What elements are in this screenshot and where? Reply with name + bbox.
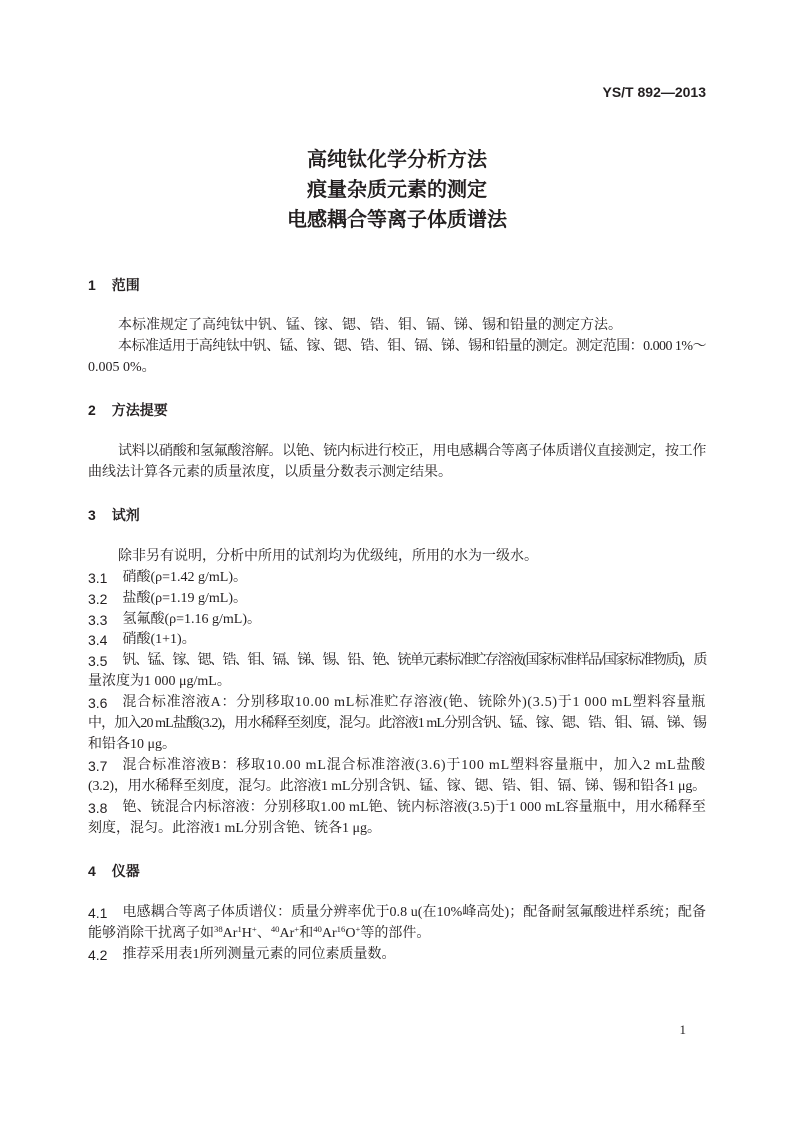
section-heading — [88, 275, 706, 296]
clause-line — [88, 777, 706, 798]
superscript-mass-number: 40 — [313, 923, 322, 934]
title-line: 高纯钛化学分析方法 — [307, 149, 487, 171]
title-line: 电感耦合等离子体质谱法 — [287, 209, 507, 231]
clause-3-4 — [88, 630, 706, 651]
clause-line — [88, 756, 706, 777]
paragraph-text: 0.005 0%。 — [88, 360, 156, 376]
section-apparatus — [88, 861, 706, 966]
clause-line — [88, 651, 706, 672]
section-heading — [88, 400, 706, 421]
clause-text: 硝酸(1+1)。 — [122, 632, 196, 648]
superscript-mass-number: 40 — [270, 923, 280, 934]
clause-line — [88, 903, 706, 924]
clause-line — [88, 924, 706, 945]
title-line: 痕量杂质元素的测定 — [307, 179, 487, 201]
clause-text: 刻度，混匀。此溶液1 mL分别含铯、铳各1 μg。 — [88, 820, 381, 836]
clause-line — [88, 714, 706, 735]
clause-line — [88, 589, 706, 610]
clause-3-1 — [88, 568, 706, 589]
clause-line — [88, 610, 706, 631]
paragraph-line — [88, 316, 706, 337]
paragraph-text: 曲线法计算各元素的质量浓度，以质量分数表示测定结果。 — [88, 464, 452, 480]
clause-number: 3.3 — [88, 611, 108, 628]
clause-number: 3.5 — [88, 653, 108, 670]
section-heading — [88, 505, 706, 526]
paragraph-text: 本标准规定了高纯钛中钒、锰、镓、锶、锆、钼、镉、锑、锡和铅量的测定方法。 — [118, 318, 622, 334]
clause-text: 硝酸(ρ=1.42 g/mL)。 — [122, 569, 248, 585]
section-title: 试剂 — [111, 506, 140, 523]
clause-number: 3.8 — [88, 799, 108, 816]
text-run: 、 — [256, 925, 271, 941]
clause-text: 盐酸(ρ=1.19 g/mL)。 — [122, 590, 248, 606]
section-title: 仪器 — [111, 862, 140, 879]
clause-3-2 — [88, 589, 706, 610]
clause-number: 3.2 — [88, 590, 108, 607]
standard-code: YS/T 892—2013 — [602, 84, 706, 100]
paragraph-text: 除非另有说明，分析中所用的试剂均为优级纯，所用的水为一级水。 — [118, 548, 538, 564]
section-number: 1 — [88, 276, 96, 293]
document-body — [88, 275, 706, 966]
superscript-mass-number: 38 — [214, 923, 223, 934]
section-heading — [88, 861, 706, 882]
element-symbol: Ar — [321, 925, 337, 941]
clause-line — [88, 630, 706, 651]
paragraph-line — [88, 547, 706, 568]
clause-line — [88, 798, 706, 819]
superscript-mass-number: 16 — [336, 923, 346, 934]
clause-text: 混合标准溶液A：分别移取10.00 mL标准贮存溶液(铯、铳除外)(3.5)于1 000 mL塑料容量瓶 — [122, 695, 706, 711]
paragraph-line — [88, 442, 706, 463]
section-number: 4 — [88, 862, 96, 879]
clause-text: 钒、锰、镓、锶、锆、钼、镉、锑、锡、铅、铯、铳单元素标准贮存溶液(国家标准样品/国家标准物质)，质 — [122, 653, 706, 669]
section-title: 方法提要 — [111, 402, 168, 419]
clause-text: 混合标准溶液B：移取10.00 mL混合标准溶液(3.6)于100 mL塑料容量瓶中，加入2 mL盐酸 — [122, 758, 706, 774]
element-symbol: H — [241, 925, 252, 941]
superscript-charge: + — [251, 923, 257, 934]
paragraph-line — [88, 337, 706, 358]
text-run: 等的部件。 — [360, 925, 431, 941]
text-run: 和 — [299, 925, 314, 941]
clause-3-7 — [88, 756, 706, 798]
paragraph-text: 试料以硝酸和氢氟酸溶解。以铯、铳内标进行校正，用电感耦合等离子体质谱仪直接测定，按工作 — [118, 444, 706, 459]
section-number: 3 — [88, 506, 96, 523]
clause-number: 3.6 — [88, 695, 108, 712]
document-title — [0, 145, 794, 235]
clause-text: 氢氟酸(ρ=1.16 g/mL)。 — [122, 611, 262, 627]
clause-line — [88, 735, 706, 756]
clause-number: 3.1 — [88, 569, 108, 586]
element-symbol: Ar — [279, 925, 295, 941]
page-number: 1 — [679, 1022, 686, 1037]
section-title: 范围 — [111, 276, 140, 293]
text-run: 能够消除干扰离子如 — [88, 925, 214, 941]
clause-3-5 — [88, 651, 706, 693]
clause-line — [88, 672, 706, 693]
clause-text: 中，加入20 mL盐酸(3.2)，用水稀释至刻度，混匀。此溶液1 mL分别含钒、锰、镓、锶、锆、钼、镉、锑、锡 — [88, 716, 706, 732]
section-number: 2 — [88, 402, 96, 419]
clause-3-8 — [88, 798, 706, 840]
clause-line — [88, 819, 706, 840]
superscript-charge: + — [294, 923, 300, 934]
paragraph-line — [88, 463, 706, 484]
section-reagents — [88, 505, 706, 840]
clause-3-3 — [88, 610, 706, 631]
clause-text: 铯、铳混合内标溶液：分别移取1.00 mL铯、铳内标溶液(3.5)于1 000 mL容量瓶中，用水稀释至 — [122, 799, 706, 815]
element-symbol: Ar — [222, 925, 238, 941]
clause-number: 3.4 — [88, 632, 108, 649]
clause-line — [88, 693, 706, 714]
clause-line — [88, 945, 706, 966]
element-symbol: O — [345, 925, 356, 941]
clause-text: 电感耦合等离子体质谱仪：质量分辨率优于0.8 u(在10%峰高处)；配备耐氢氟酸进样系统；配备 — [122, 904, 706, 920]
clause-4-1 — [88, 903, 706, 945]
clause-text: 量浓度为1 000 μg/mL。 — [88, 674, 231, 690]
superscript-mass-number: 1 — [237, 923, 242, 934]
section-scope — [88, 275, 706, 380]
clause-number: 4.2 — [88, 946, 108, 963]
clause-3-6 — [88, 693, 706, 756]
clause-text: (3.2)，用水稀释至刻度，混匀。此溶液1 mL分别含钒、锰、镓、锶、锆、钼、镉、锑、锡和铅各1 μg。 — [88, 779, 706, 794]
clause-4-2 — [88, 945, 706, 966]
clause-text — [88, 924, 430, 945]
paragraph-line — [88, 358, 706, 379]
superscript-charge: + — [355, 923, 361, 934]
clause-line — [88, 568, 706, 589]
clause-text: 和铅各10 μg。 — [88, 737, 177, 753]
paragraph-text: 本标准适用于高纯钛中钒、锰、镓、锶、锆、钼、镉、锑、锡和铅量的测定。测定范围：0.000 1%～ — [118, 339, 706, 355]
clause-number: 3.7 — [88, 758, 108, 775]
clause-text: 推荐采用表1所列测量元素的同位素质量数。 — [122, 946, 396, 962]
clause-number: 4.1 — [88, 904, 108, 921]
section-method-summary — [88, 400, 706, 484]
